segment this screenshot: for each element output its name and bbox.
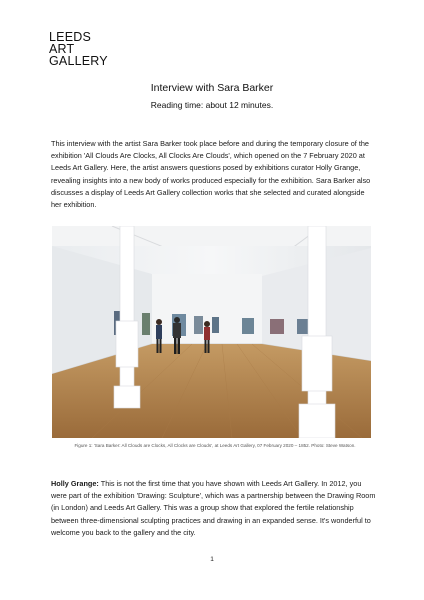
gallery-logo xyxy=(49,31,108,67)
reading-time: Reading time: about 12 minutes. xyxy=(150,100,274,110)
logo-line-3: GALLERY xyxy=(49,54,108,68)
intro-paragraph: This interview with the artist Sara Barker took place before and during the temporary closure of the exhibition 'All Clouds Are Clocks, All Clocks Are Clouds', which opened on the 7 February 2020 at Leeds Art Gallery. Here, the artist answers questions posed by exhibitions curator Holly Grange, revealing insights into a new body of works produced especially for the exhibition. Sara Barker also discusses a display of Leeds Art Gallery collection works that she selected and curated alongside her exhibition. xyxy=(51,139,371,210)
speaker-name: Holly Grange: xyxy=(51,479,99,488)
question-text: This is not the first time that you have shown with Leeds Art Gallery. In 2012, you were part of the exhibition 'Drawing: Sculpture', which was a partnership between the Drawing Room (in London) and Leeds Art Gallery. This was a group show that explored the fertile relationship between three-dimensional sculpting practices and drawing in an expanded sense. It's wonderful to welcome you back to the gallery and the city. xyxy=(51,479,376,537)
page-number: 1 xyxy=(210,556,214,563)
logo-line-2: ART xyxy=(49,42,75,56)
gallery-photo xyxy=(52,226,371,438)
interview-question xyxy=(51,478,376,539)
figure-caption: Figure 1: 'Sara Barker: All Clouds are Clocks, All Clocks are Clouds', at Leeds Art Gallery, 07 February 2020 – 1852. Photo: Steve Watson. xyxy=(74,443,356,448)
logo-line-1: LEEDS xyxy=(49,30,91,44)
document-title: Interview with Sara Barker xyxy=(150,82,274,94)
